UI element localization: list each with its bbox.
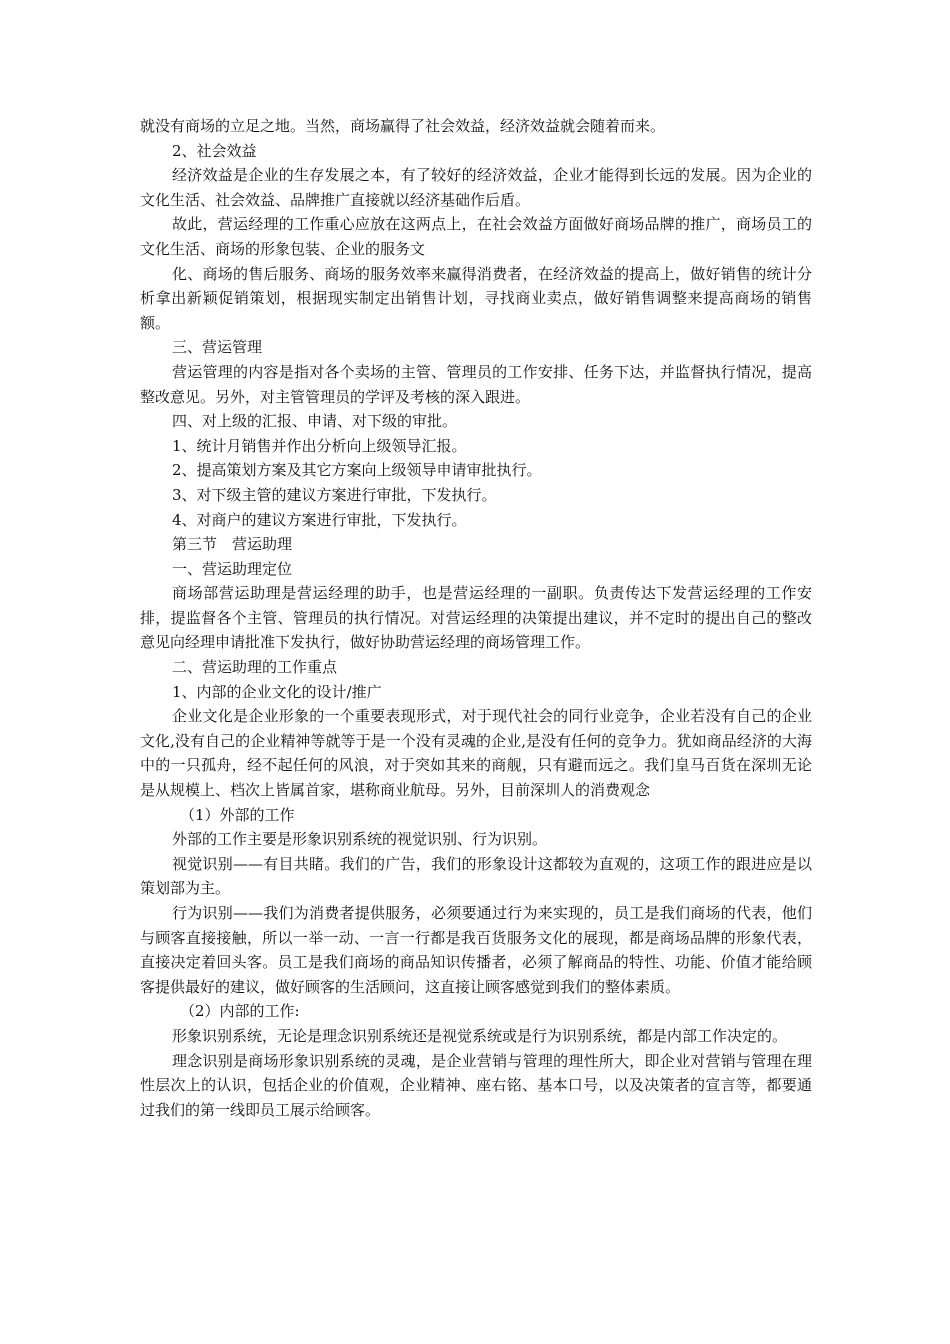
paragraph-24: 形象识别系统，无论是理念识别系统还是视觉系统或是行为识别系统，都是内部工作决定的。 bbox=[172, 1026, 788, 1045]
paragraph-19: （1）外部的工作 bbox=[180, 805, 295, 824]
paragraph-1: 就没有商场的立足之地。当然，商场赢得了社会效益，经济效益就会随着而来。 bbox=[140, 117, 666, 135]
paragraph-17: 1、内部的企业文化的设计/推广 bbox=[172, 682, 382, 701]
paragraph-7: 营运管理的内容是指对各个卖场的主管、管理员的工作安排、任务下达，并监督执行情况，提高整改意见。另外，对主管管理员的学评及考核的深入跟进。 bbox=[140, 362, 812, 406]
paragraph-20: 外部的工作主要是形象识别系统的视觉识别、行为识别。 bbox=[172, 830, 548, 849]
paragraph-18: 企业文化是企业形象的一个重要表现形式，对于现代社会的同行业竞争，企业若没有自己的企业文化,没有自己的企业精神等就等于是一个没有灵魂的企业,是没有任何的竞争力。犹如商品经济的大海中的一只孤舟，经不起任何的风浪，对于突如其来的商舰，只有避而远之。我们皇马百货在深圳无论是从规模上、档次上皆属首家，堪称商业航母。另外，目前深圳人的消费观念 bbox=[140, 707, 812, 800]
paragraph-14: 一、营运助理定位 bbox=[172, 559, 293, 578]
paragraph-23: （2）内部的工作: bbox=[180, 1002, 300, 1021]
paragraph-11: 3、对下级主管的建议方案进行审批，下发执行。 bbox=[172, 485, 497, 504]
paragraph-21: 视觉识别——有目共睹。我们的广告，我们的形象设计这都较为直观的，这项工作的跟进应是以策划部为主。 bbox=[140, 854, 812, 898]
paragraph-6: 三、营运管理 bbox=[172, 338, 263, 357]
paragraph-12: 4、对商户的建议方案进行审批，下发执行。 bbox=[172, 510, 467, 529]
paragraph-4: 故此，营运经理的工作重心应放在这两点上，在社会效益方面做好商场品牌的推广，商场员工的文化生活、商场的形象包装、企业的服务文 bbox=[140, 215, 812, 258]
paragraph-10: 2、提高策划方案及其它方案向上级领导申请审批执行。 bbox=[172, 461, 542, 480]
document-page bbox=[140, 114, 812, 1122]
paragraph-15: 商场部营运助理是营运经理的助手，也是营运经理的一副职。负责传达下发营运经理的工作安排，提监督各个主管、管理员的执行情况。对营运经理的决策提出建议，并不定时的提出自己的整改意见向经理申请批准下发执行，做好协助营运经理的商场管理工作。 bbox=[140, 584, 812, 652]
paragraph-2: 2、社会效益 bbox=[172, 141, 257, 160]
paragraph-22: 行为识别——我们为消费者提供服务，必须要通过行为来实现的，员工是我们商场的代表，他们与顾客直接接触，所以一举一动、一言一行都是我百货服务文化的展现，都是商场品牌的形象代表，直接决定着回头客。员工是我们商场的商品知识传播者，必须了解商品的特性、功能、价值才能给顾客提供最好的建议，做好顾客的生活顾问，这直接让顾客感觉到我们的整体素质。 bbox=[140, 904, 812, 996]
paragraph-5: 化、商场的售后服务、商场的服务效率来赢得消费者，在经济效益的提高上，做好销售的统计分析拿出新颖促销策划，根据现实制定出销售计划，寻找商业卖点，做好销售调整来提高商场的销售额。 bbox=[140, 264, 812, 332]
paragraph-13: 第三节 营运助理 bbox=[172, 535, 293, 554]
paragraph-3: 经济效益是企业的生存发展之本，有了较好的经济效益，企业才能得到长远的发展。因为企业的文化生活、社会效益、品牌推广直接就以经济基础作后盾。 bbox=[140, 166, 812, 209]
paragraph-9: 1、统计月销售并作出分析向上级领导汇报。 bbox=[172, 436, 467, 455]
paragraph-8: 四、对上级的汇报、申请、对下级的审批。 bbox=[172, 412, 458, 431]
paragraph-25: 理念识别是商场形象识别系统的灵魂，是企业营销与管理的理性所大，即企业对营销与管理在理性层次上的认识，包括企业的价值观，企业精神、座右铭、基本口号，以及决策者的宣言等，都要通过我们的第一线即员工展示给顾客。 bbox=[140, 1051, 812, 1119]
paragraph-16: 二、营运助理的工作重点 bbox=[172, 658, 338, 677]
